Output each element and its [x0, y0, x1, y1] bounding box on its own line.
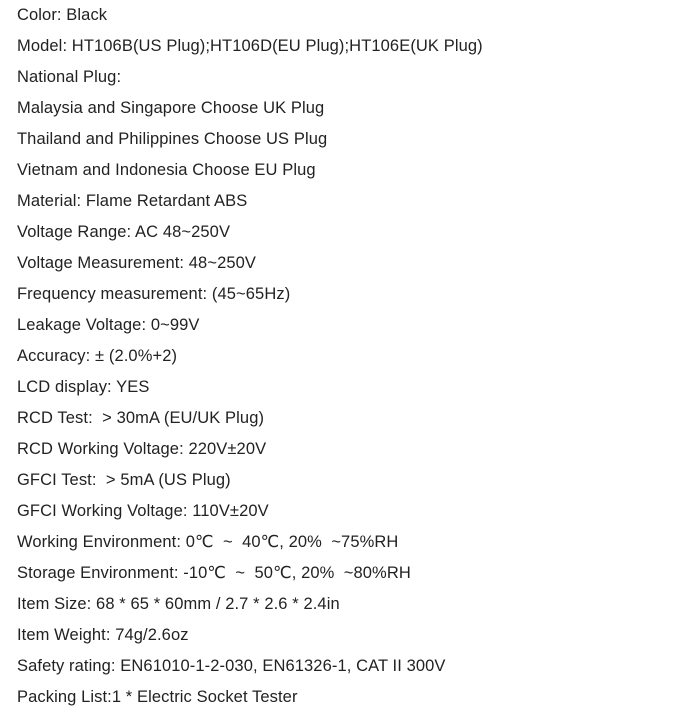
spec-plug-thailand-philippines: Thailand and Philippines Choose US Plug — [17, 130, 328, 148]
spec-frequency-measurement: Frequency measurement: (45~65Hz) — [17, 285, 291, 303]
spec-list — [17, 4, 483, 717]
spec-voltage-measurement: Voltage Measurement: 48~250V — [17, 254, 257, 272]
spec-gfci-test: GFCI Test: > 5mA (US Plug) — [17, 471, 231, 489]
spec-plug-malaysia-singapore: Malaysia and Singapore Choose UK Plug — [17, 99, 325, 117]
spec-item-weight: Item Weight: 74g/2.6oz — [17, 626, 189, 644]
spec-accuracy: Accuracy: ± (2.0%+2) — [17, 347, 178, 365]
spec-color: Color: Black — [17, 6, 108, 24]
spec-national-plug: National Plug: — [17, 68, 122, 86]
spec-packing-list: Packing List:1 * Electric Socket Tester — [17, 688, 298, 706]
spec-gfci-working-voltage: GFCI Working Voltage: 110V±20V — [17, 502, 269, 520]
spec-model: Model: HT106B(US Plug);HT106D(EU Plug);HT106E(UK Plug) — [17, 37, 483, 55]
spec-voltage-range: Voltage Range: AC 48~250V — [17, 223, 231, 241]
spec-item-size: Item Size: 68 * 65 * 60mm / 2.7 * 2.6 * 2.4in — [17, 595, 340, 613]
spec-lcd-display: LCD display: YES — [17, 378, 150, 396]
spec-storage-environment: Storage Environment: -10℃ ~ 50℃, 20% ~80%RH — [17, 564, 411, 582]
spec-leakage-voltage: Leakage Voltage: 0~99V — [17, 316, 200, 334]
spec-rcd-working-voltage: RCD Working Voltage: 220V±20V — [17, 440, 267, 458]
spec-safety-rating: Safety rating: EN61010-1-2-030, EN61326-1, CAT II 300V — [17, 657, 446, 675]
spec-working-environment: Working Environment: 0℃ ~ 40℃, 20% ~75%RH — [17, 533, 399, 551]
spec-plug-vietnam-indonesia: Vietnam and Indonesia Choose EU Plug — [17, 161, 316, 179]
spec-material: Material: Flame Retardant ABS — [17, 192, 248, 210]
spec-rcd-test: RCD Test: > 30mA (EU/UK Plug) — [17, 409, 265, 427]
